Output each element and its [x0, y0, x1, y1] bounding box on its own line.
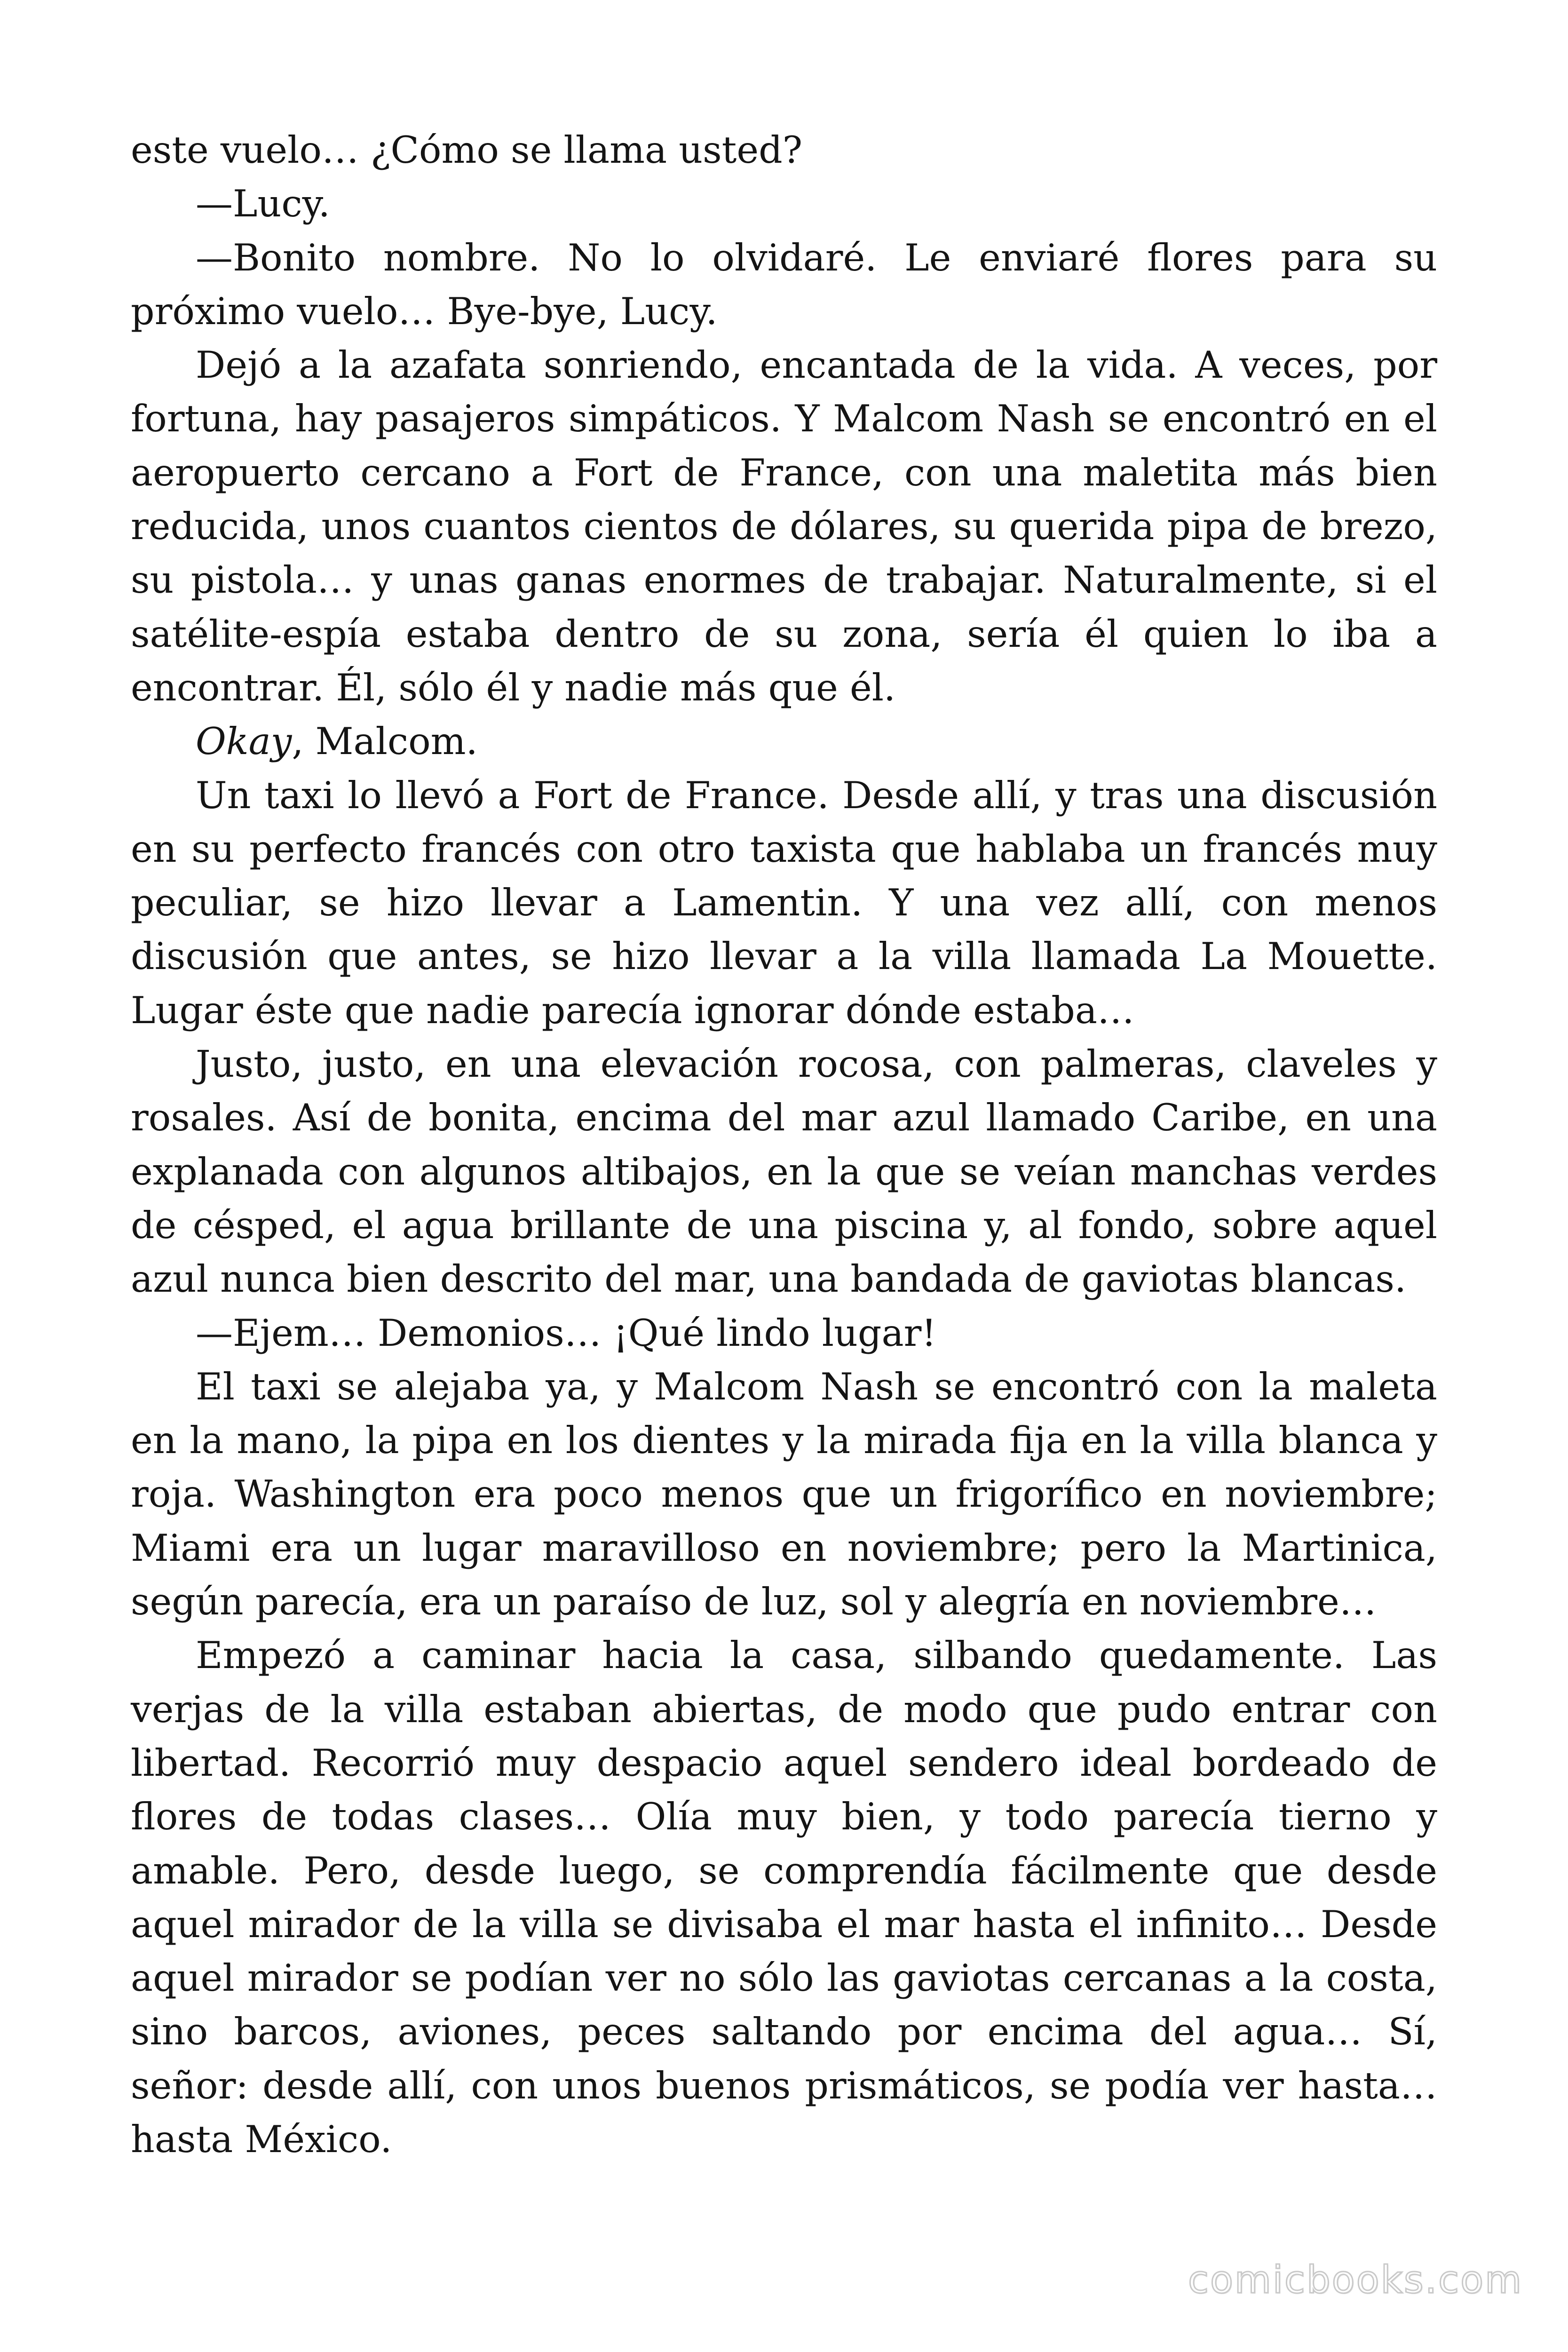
paragraph-5: [131, 715, 1437, 768]
page-body: [131, 123, 1437, 2166]
paragraph-5-italic: Okay: [196, 720, 292, 763]
paragraph-1: este vuelo… ¿Cómo se llama usted?: [131, 128, 803, 172]
paragraph-6: Un taxi lo llevó a Fort de France. Desde allí, y tras una discusión en su perfecto francés con otro taxista que hablaba un francés muy peculiar, se hizo llevar a Lamentin. Y una vez allí, con menos discusión que antes, se hizo llevar a la villa llamada La Mouette. Lugar éste que nadie parecía ignorar dónde estaba…: [131, 773, 1437, 1032]
paragraph-9: El taxi se alejaba ya, y Malcom Nash se encontró con la maleta en la mano, la pipa en los dientes y la mirada fija en la villa blanca y roja. Washington era poco menos que un frigorífico en noviembre; Miami era un lugar maravilloso en noviembre; pero la Martinica, según parecía, era un paraíso de luz, sol y alegría en noviembre…: [131, 1365, 1437, 1624]
watermark: comicbooks.com: [1188, 2258, 1523, 2302]
paragraph-4: Dejó a la azafata sonriendo, encantada de la vida. A veces, por fortuna, hay pasajeros simpáticos. Y Malcom Nash se encontró en el aeropuerto cercano a Fort de France, con una maletita más bien reducida, unos cuantos cientos de dólares, su querida pipa de brezo, su pistola… y unas ganas enormes de trabajar. Naturalmente, si el satélite-espía estaba dentro de su zona, sería él quien lo iba a encontrar. Él, sólo él y nadie más que él.: [131, 343, 1437, 709]
paragraph-8: —Ejem… Demonios… ¡Qué lindo lugar!: [196, 1311, 937, 1355]
paragraph-5-text: , Malcom.: [292, 720, 478, 763]
paragraph-7: Justo, justo, en una elevación rocosa, con palmeras, claveles y rosales. Así de bonita, encima del mar azul llamado Caribe, en una explanada con algunos altibajos, en la que se veían manchas verdes de césped, el agua brillante de una piscina y, al fondo, sobre aquel azul nunca bien descrito del mar, una bandada de gaviotas blancas.: [131, 1042, 1437, 1301]
paragraph-3: —Bonito nombre. No lo olvidaré. Le enviaré flores para su próximo vuelo… Bye-bye, Lucy.: [131, 236, 1437, 333]
paragraph-10: Empezó a caminar hacia la casa, silbando quedamente. Las verjas de la villa estaban abiertas, de modo que pudo entrar con libertad. Recorrió muy despacio aquel sendero ideal bordeado de flores de todas clases… Olía muy bien, y todo parecía tierno y amable. Pero, desde luego, se comprendía fácilmente que desde aquel mirador de la villa se divisaba el mar hasta el infinito… Desde aquel mirador se podían ver no sólo las gaviotas cercanas a la costa, sino barcos, aviones, peces saltando por encima del agua… Sí, señor: desde allí, con unos buenos prismáticos, se podía ver hasta… hasta México.: [131, 1634, 1437, 2161]
paragraph-2: —Lucy.: [196, 182, 330, 226]
